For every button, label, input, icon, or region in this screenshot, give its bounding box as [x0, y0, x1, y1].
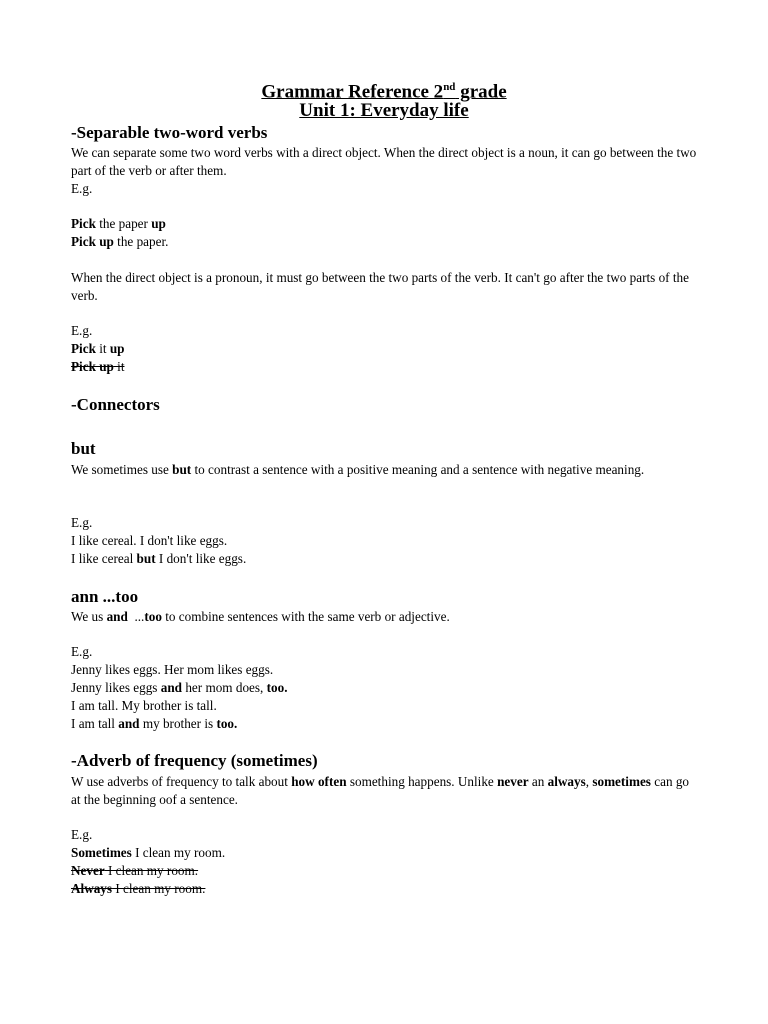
bold-word: sometimes — [592, 774, 651, 789]
section-heading-adverb: -Adverb of frequency (sometimes) — [71, 751, 318, 770]
example-text: her mom does, — [182, 680, 267, 695]
title-suffix: grade — [455, 81, 507, 103]
bold-word: Never — [71, 863, 105, 878]
bold-word: too. — [266, 680, 288, 695]
text: to combine sentences with the same verb or adjective. — [161, 609, 450, 624]
example-line — [71, 215, 166, 233]
bold-word: up — [151, 216, 166, 231]
bold-word: Sometimes — [71, 845, 132, 860]
text: an — [528, 774, 548, 789]
title-text: Grammar Reference 2 — [261, 81, 444, 103]
bold-word: and — [118, 716, 140, 731]
example-line — [71, 679, 288, 697]
example-line-struck — [71, 880, 205, 898]
paragraph-separable-intro: We can separate some two word verbs with a direct object. When the direct object is a noun, it can go between the two part of the verb or after them. — [71, 145, 697, 178]
subheading-but: but — [71, 439, 96, 458]
example-line — [71, 715, 237, 733]
example-text: I clean my room. — [112, 881, 206, 896]
bold-word: but — [136, 551, 156, 566]
text: something happens. Unlike — [346, 774, 498, 789]
example-text: the paper. — [113, 234, 169, 249]
text: to contrast a sentence with a positive meaning and a sentence with negative meaning. — [191, 462, 645, 477]
example-line — [71, 340, 125, 358]
example-text: I clean my room. — [131, 845, 226, 860]
eg-label: E.g. — [71, 827, 93, 842]
example-text: the paper — [95, 216, 152, 231]
bold-word: Pick — [71, 216, 96, 231]
example-text: I am tall — [71, 716, 119, 731]
bold-word: how often — [291, 774, 347, 789]
subheading-and-too: ann ...too — [71, 587, 139, 606]
paragraph-but-intro — [71, 461, 701, 479]
bold-word: Pick — [71, 341, 96, 356]
bold-word: but — [172, 462, 192, 477]
section-heading-separable: -Separable two-word verbs — [71, 123, 268, 142]
text: can go at the beginning oof a sentence. — [71, 774, 690, 807]
eg-label: E.g. — [71, 644, 93, 659]
bold-word: too — [144, 609, 162, 624]
example-line-struck — [71, 862, 198, 880]
eg-label: E.g. — [71, 181, 93, 196]
bold-word: and — [160, 680, 183, 695]
text: , — [585, 774, 593, 789]
bold-word: Always — [71, 881, 113, 896]
title-line-2: Unit 1: Everyday life — [299, 100, 469, 121]
paragraph-adverb-intro — [71, 773, 701, 809]
text: ... — [127, 609, 145, 624]
example-line: I am tall. My brother is tall. — [71, 698, 217, 713]
example-line — [71, 550, 246, 568]
bold-word: Pick up — [71, 359, 114, 374]
bold-word: always — [547, 774, 586, 789]
eg-label: E.g. — [71, 323, 93, 338]
example-line — [71, 233, 168, 251]
example-text: I like cereal — [71, 551, 137, 566]
section-heading-connectors: -Connectors — [71, 395, 160, 414]
bold-word: up — [109, 341, 125, 356]
example-text: Jenny likes eggs — [71, 680, 161, 695]
example-line — [71, 844, 225, 862]
title-superscript: nd — [443, 81, 456, 93]
bold-word: Pick up — [71, 234, 114, 249]
example-line: Jenny likes eggs. Her mom likes eggs. — [71, 662, 274, 677]
example-line: I like cereal. I don't like eggs. — [71, 533, 228, 548]
paragraph-and-too-intro — [71, 608, 450, 626]
bold-word: too. — [216, 716, 238, 731]
text: We sometimes use — [71, 462, 173, 477]
example-text: my brother is — [139, 716, 217, 731]
paragraph-pronoun-rule: When the direct object is a pronoun, it must go between the two parts of the verb. It can't go after the two parts of the verb. — [71, 270, 689, 303]
text: We us — [71, 609, 107, 624]
example-line-struck — [71, 358, 125, 376]
example-text: I clean my room. — [104, 863, 199, 878]
example-text: it — [95, 341, 110, 356]
eg-label: E.g. — [71, 515, 93, 530]
bold-word: and — [106, 609, 128, 624]
bold-word: never — [497, 774, 529, 789]
text: W use adverbs of frequency to talk about — [71, 774, 292, 789]
example-text: I don't like eggs. — [155, 551, 247, 566]
example-text: it — [113, 359, 125, 374]
